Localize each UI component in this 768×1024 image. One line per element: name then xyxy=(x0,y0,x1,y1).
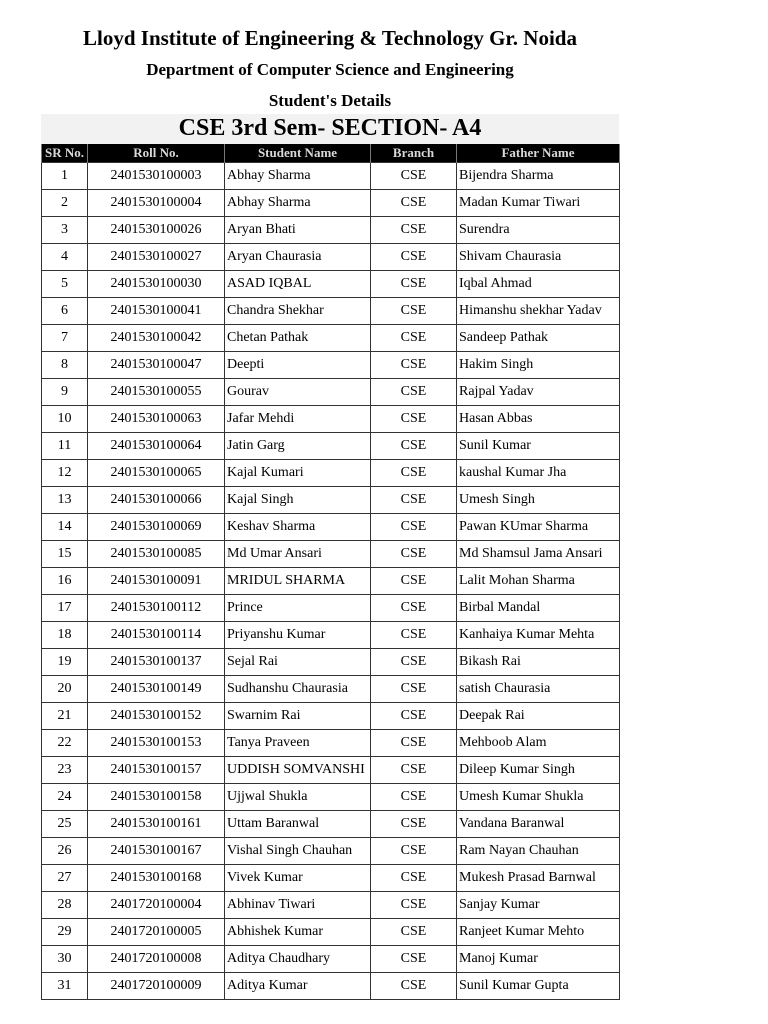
student-name-cell: Keshav Sharma xyxy=(225,514,371,541)
student-name-cell: ASAD IQBAL xyxy=(225,271,371,298)
roll-number-cell: 2401720100004 xyxy=(88,892,225,919)
sr-cell: 28 xyxy=(42,892,88,919)
father-name-cell: Sanjay Kumar xyxy=(457,892,620,919)
father-name-cell: Sunil Kumar Gupta xyxy=(457,973,620,1000)
branch-cell: CSE xyxy=(371,865,457,892)
section-banner xyxy=(41,114,619,144)
father-name-cell: Manoj Kumar xyxy=(457,946,620,973)
table-row xyxy=(42,622,620,649)
branch-cell: CSE xyxy=(371,514,457,541)
student-name-cell: Md Umar Ansari xyxy=(225,541,371,568)
roll-number-cell: 2401530100065 xyxy=(88,460,225,487)
branch-cell: CSE xyxy=(371,298,457,325)
father-name-cell: Dileep Kumar Singh xyxy=(457,757,620,784)
sr-cell: 22 xyxy=(42,730,88,757)
table-row xyxy=(42,892,620,919)
table-row xyxy=(42,379,620,406)
table-row xyxy=(42,730,620,757)
branch-cell: CSE xyxy=(371,568,457,595)
sr-cell: 21 xyxy=(42,703,88,730)
branch-cell: CSE xyxy=(371,460,457,487)
branch-cell: CSE xyxy=(371,973,457,1000)
table-row xyxy=(42,865,620,892)
section-title: CSE 3rd Sem- SECTION- A4 xyxy=(178,115,482,141)
branch-cell: CSE xyxy=(371,433,457,460)
branch-cell: CSE xyxy=(371,946,457,973)
father-name-cell: Sunil Kumar xyxy=(457,433,620,460)
sr-cell: 14 xyxy=(42,514,88,541)
roll-number-cell: 2401530100152 xyxy=(88,703,225,730)
sr-cell: 9 xyxy=(42,379,88,406)
branch-cell: CSE xyxy=(371,244,457,271)
roll-number-cell: 2401530100063 xyxy=(88,406,225,433)
roll-number-cell: 2401530100158 xyxy=(88,784,225,811)
sr-cell: 24 xyxy=(42,784,88,811)
student-name-cell: Priyanshu Kumar xyxy=(225,622,371,649)
table-body xyxy=(42,163,620,1000)
column-header-sr: SR No. xyxy=(42,144,88,163)
roll-number-cell: 2401530100112 xyxy=(88,595,225,622)
table-row xyxy=(42,163,620,190)
sr-cell: 12 xyxy=(42,460,88,487)
student-name-cell: Sejal Rai xyxy=(225,649,371,676)
student-name-cell: Sudhanshu Chaurasia xyxy=(225,676,371,703)
sr-cell: 31 xyxy=(42,973,88,1000)
table-row xyxy=(42,190,620,217)
branch-cell: CSE xyxy=(371,703,457,730)
table-row xyxy=(42,946,620,973)
table-row xyxy=(42,973,620,1000)
student-name-cell: Gourav xyxy=(225,379,371,406)
sr-cell: 2 xyxy=(42,190,88,217)
student-name-cell: Vishal Singh Chauhan xyxy=(225,838,371,865)
sr-cell: 11 xyxy=(42,433,88,460)
column-header-roll: Roll No. xyxy=(88,144,225,163)
branch-cell: CSE xyxy=(371,541,457,568)
table-row xyxy=(42,244,620,271)
father-name-cell: Hakim Singh xyxy=(457,352,620,379)
father-name-cell: Rajpal Yadav xyxy=(457,379,620,406)
father-name-cell: satish Chaurasia xyxy=(457,676,620,703)
student-name-cell: Ujjwal Shukla xyxy=(225,784,371,811)
roll-number-cell: 2401530100085 xyxy=(88,541,225,568)
sr-cell: 19 xyxy=(42,649,88,676)
student-name-cell: Jatin Garg xyxy=(225,433,371,460)
student-name-cell: Deepti xyxy=(225,352,371,379)
father-name-cell: Vandana Baranwal xyxy=(457,811,620,838)
father-name-cell: Md Shamsul Jama Ansari xyxy=(457,541,620,568)
roll-number-cell: 2401530100026 xyxy=(88,217,225,244)
sr-cell: 23 xyxy=(42,757,88,784)
branch-cell: CSE xyxy=(371,757,457,784)
table-row xyxy=(42,811,620,838)
branch-cell: CSE xyxy=(371,784,457,811)
sr-cell: 27 xyxy=(42,865,88,892)
sr-cell: 15 xyxy=(42,541,88,568)
branch-cell: CSE xyxy=(371,730,457,757)
father-name-cell: Umesh Kumar Shukla xyxy=(457,784,620,811)
branch-cell: CSE xyxy=(371,190,457,217)
branch-cell: CSE xyxy=(371,163,457,190)
sr-cell: 1 xyxy=(42,163,88,190)
student-name-cell: Abhay Sharma xyxy=(225,163,371,190)
roll-number-cell: 2401530100167 xyxy=(88,838,225,865)
column-header-father-name: Father Name xyxy=(457,144,620,163)
table-row xyxy=(42,568,620,595)
father-name-cell: Pawan KUmar Sharma xyxy=(457,514,620,541)
roll-number-cell: 2401530100161 xyxy=(88,811,225,838)
table-row xyxy=(42,703,620,730)
sr-cell: 7 xyxy=(42,325,88,352)
sr-cell: 18 xyxy=(42,622,88,649)
roll-number-cell: 2401530100042 xyxy=(88,325,225,352)
branch-cell: CSE xyxy=(371,379,457,406)
student-name-cell: Abhinav Tiwari xyxy=(225,892,371,919)
father-name-cell: Hasan Abbas xyxy=(457,406,620,433)
branch-cell: CSE xyxy=(371,892,457,919)
father-name-cell: Birbal Mandal xyxy=(457,595,620,622)
branch-cell: CSE xyxy=(371,487,457,514)
table-row xyxy=(42,595,620,622)
branch-cell: CSE xyxy=(371,352,457,379)
column-header-student-name: Student Name xyxy=(225,144,371,163)
father-name-cell: Bikash Rai xyxy=(457,649,620,676)
table-row xyxy=(42,838,620,865)
document-subtitle: Student's Details xyxy=(268,91,392,110)
student-name-cell: UDDISH SOMVANSHI xyxy=(225,757,371,784)
father-name-cell: Kanhaiya Kumar Mehta xyxy=(457,622,620,649)
branch-cell: CSE xyxy=(371,649,457,676)
father-name-cell: Mukesh Prasad Barnwal xyxy=(457,865,620,892)
father-name-cell: kaushal Kumar Jha xyxy=(457,460,620,487)
student-name-cell: Aditya Kumar xyxy=(225,973,371,1000)
student-name-cell: MRIDUL SHARMA xyxy=(225,568,371,595)
roll-number-cell: 2401530100047 xyxy=(88,352,225,379)
sr-cell: 20 xyxy=(42,676,88,703)
student-name-cell: Swarnim Rai xyxy=(225,703,371,730)
branch-cell: CSE xyxy=(371,271,457,298)
roll-number-cell: 2401720100009 xyxy=(88,973,225,1000)
father-name-cell: Madan Kumar Tiwari xyxy=(457,190,620,217)
sr-cell: 16 xyxy=(42,568,88,595)
father-name-cell: Umesh Singh xyxy=(457,487,620,514)
student-name-cell: Prince xyxy=(225,595,371,622)
student-name-cell: Aryan Bhati xyxy=(225,217,371,244)
student-name-cell: Vivek Kumar xyxy=(225,865,371,892)
table-row xyxy=(42,271,620,298)
roll-number-cell: 2401530100030 xyxy=(88,271,225,298)
roll-number-cell: 2401530100064 xyxy=(88,433,225,460)
sr-cell: 4 xyxy=(42,244,88,271)
roll-number-cell: 2401530100153 xyxy=(88,730,225,757)
table-row xyxy=(42,433,620,460)
branch-cell: CSE xyxy=(371,622,457,649)
branch-cell: CSE xyxy=(371,676,457,703)
table-row xyxy=(42,649,620,676)
table-row xyxy=(42,541,620,568)
roll-number-cell: 2401530100168 xyxy=(88,865,225,892)
table-header-row xyxy=(42,144,620,163)
roll-number-cell: 2401530100003 xyxy=(88,163,225,190)
sr-cell: 30 xyxy=(42,946,88,973)
roll-number-cell: 2401530100004 xyxy=(88,190,225,217)
student-name-cell: Jafar Mehdi xyxy=(225,406,371,433)
sr-cell: 5 xyxy=(42,271,88,298)
table-row xyxy=(42,298,620,325)
father-name-cell: Lalit Mohan Sharma xyxy=(457,568,620,595)
student-name-cell: Chetan Pathak xyxy=(225,325,371,352)
student-name-cell: Tanya Praveen xyxy=(225,730,371,757)
father-name-cell: Mehboob Alam xyxy=(457,730,620,757)
student-name-cell: Kajal Singh xyxy=(225,487,371,514)
student-name-cell: Uttam Baranwal xyxy=(225,811,371,838)
roll-number-cell: 2401530100027 xyxy=(88,244,225,271)
roll-number-cell: 2401530100069 xyxy=(88,514,225,541)
student-name-cell: Chandra Shekhar xyxy=(225,298,371,325)
table-row xyxy=(42,514,620,541)
roll-number-cell: 2401530100157 xyxy=(88,757,225,784)
institute-title: Lloyd Institute of Engineering & Technology Gr. Noida xyxy=(83,26,577,50)
father-name-cell: Himanshu shekhar Yadav xyxy=(457,298,620,325)
roll-number-cell: 2401530100149 xyxy=(88,676,225,703)
table-row xyxy=(42,784,620,811)
sr-cell: 17 xyxy=(42,595,88,622)
branch-cell: CSE xyxy=(371,595,457,622)
roll-number-cell: 2401530100041 xyxy=(88,298,225,325)
column-header-branch: Branch xyxy=(371,144,457,163)
branch-cell: CSE xyxy=(371,919,457,946)
roll-number-cell: 2401530100091 xyxy=(88,568,225,595)
student-name-cell: Abhishek Kumar xyxy=(225,919,371,946)
father-name-cell: Deepak Rai xyxy=(457,703,620,730)
roll-number-cell: 2401530100137 xyxy=(88,649,225,676)
student-name-cell: Abhay Sharma xyxy=(225,190,371,217)
roll-number-cell: 2401530100114 xyxy=(88,622,225,649)
father-name-cell: Surendra xyxy=(457,217,620,244)
sr-cell: 3 xyxy=(42,217,88,244)
student-name-cell: Kajal Kumari xyxy=(225,460,371,487)
sr-cell: 13 xyxy=(42,487,88,514)
father-name-cell: Iqbal Ahmad xyxy=(457,271,620,298)
student-name-cell: Aryan Chaurasia xyxy=(225,244,371,271)
table-row xyxy=(42,487,620,514)
table-row xyxy=(42,676,620,703)
roll-number-cell: 2401530100055 xyxy=(88,379,225,406)
sr-cell: 25 xyxy=(42,811,88,838)
table-row xyxy=(42,352,620,379)
roll-number-cell: 2401720100005 xyxy=(88,919,225,946)
roll-number-cell: 2401530100066 xyxy=(88,487,225,514)
father-name-cell: Shivam Chaurasia xyxy=(457,244,620,271)
branch-cell: CSE xyxy=(371,838,457,865)
department-title: Department of Computer Science and Engineering xyxy=(146,60,514,79)
student-name-cell: Aditya Chaudhary xyxy=(225,946,371,973)
table-row xyxy=(42,217,620,244)
table-row xyxy=(42,460,620,487)
sr-cell: 26 xyxy=(42,838,88,865)
branch-cell: CSE xyxy=(371,406,457,433)
branch-cell: CSE xyxy=(371,217,457,244)
branch-cell: CSE xyxy=(371,811,457,838)
student-table xyxy=(41,144,620,1000)
table-row xyxy=(42,757,620,784)
father-name-cell: Ram Nayan Chauhan xyxy=(457,838,620,865)
sr-cell: 10 xyxy=(42,406,88,433)
father-name-cell: Ranjeet Kumar Mehto xyxy=(457,919,620,946)
sr-cell: 8 xyxy=(42,352,88,379)
branch-cell: CSE xyxy=(371,325,457,352)
table-row xyxy=(42,406,620,433)
father-name-cell: Sandeep Pathak xyxy=(457,325,620,352)
table-row xyxy=(42,325,620,352)
roll-number-cell: 2401720100008 xyxy=(88,946,225,973)
table-row xyxy=(42,919,620,946)
sr-cell: 29 xyxy=(42,919,88,946)
father-name-cell: Bijendra Sharma xyxy=(457,163,620,190)
sr-cell: 6 xyxy=(42,298,88,325)
